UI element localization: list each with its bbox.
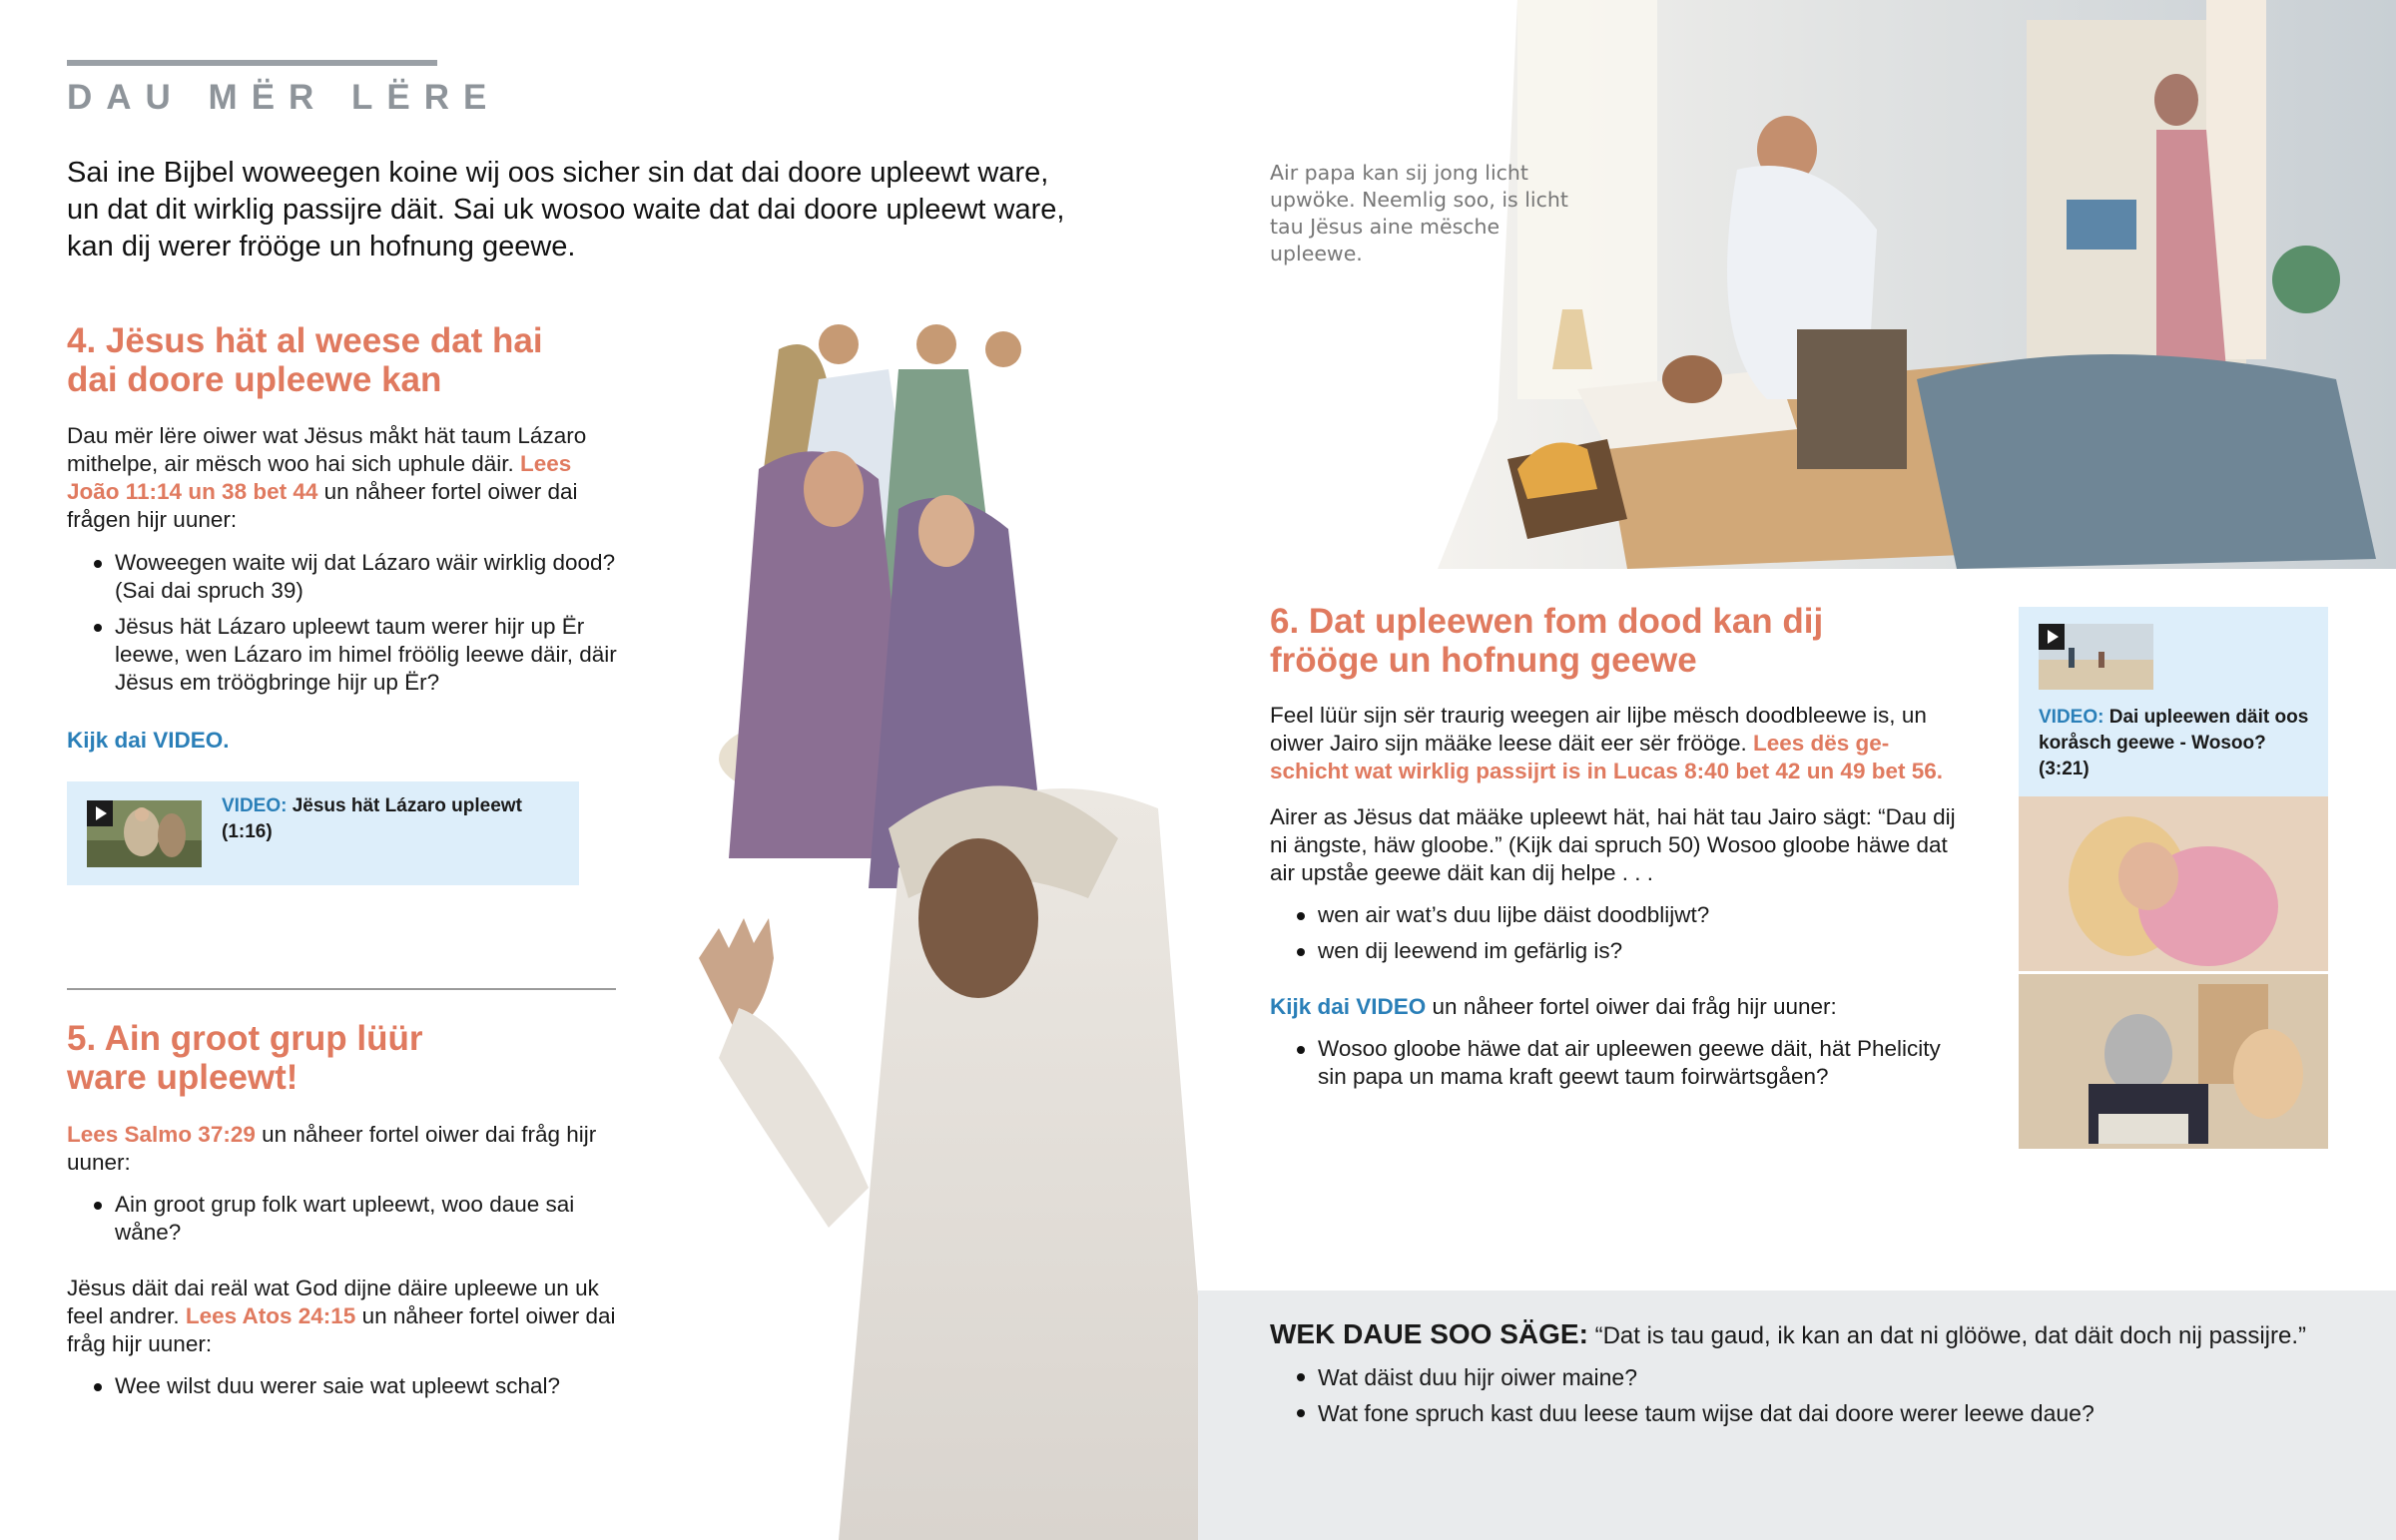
section-6-paragraph-3: Kijk dai VIDEO un nåheer fortel oiwer dai fråg hijr uuner: bbox=[1270, 994, 1837, 1019]
question-item: wen air wat’s duu lijbe däist doodblijwt? bbox=[1270, 901, 1969, 929]
scripture-link[interactable]: Lees dës ge- schicht wat wirklig passijrt is in Lucas 8:40 bet 42 un 49 bet 56. bbox=[1270, 731, 1943, 783]
section-divider bbox=[67, 988, 616, 990]
question-item: Wat fone spruch kast duu leese taum wijse dat dai doore werer leewe daue? bbox=[1270, 1398, 2368, 1428]
lazarus-illustration bbox=[679, 309, 1198, 1540]
scripture-link[interactable]: Lees Atos 24:15 bbox=[185, 1303, 356, 1328]
section-5-questions-2 bbox=[67, 1372, 646, 1408]
question-item: Wat däist duu hijr oiwer maine? bbox=[1270, 1362, 2368, 1392]
video-link[interactable]: Kijk dai VIDEO. bbox=[67, 728, 230, 753]
question-item: wen dij leewend im gefärlig is? bbox=[1270, 937, 1969, 965]
intro-paragraph: Sai ine Bijbel woweegen koine wij oos sicher sin dat dai doore upleewt ware, un dat dit wirklig passijre däit. Sai uk wosoo waite dat dai doore upleewt ware, kan dij werer frööge un hofnung geewe. bbox=[67, 157, 1065, 262]
section-4-questions bbox=[67, 549, 646, 705]
wek-daue-prompt: WEK DAUE SOO SÄGE: “Dat is tau gaud, ik kan an dat ni glööwe, dat däit doch nij passijre.” bbox=[1270, 1318, 2306, 1349]
wek-daue-heading: WEK DAUE SOO SÄGE: bbox=[1270, 1318, 1588, 1349]
section-6-paragraph-1: Feel lüür sijn sër traurig weegen air lijbe mësch doodbleewe is, un oiwer Jairo sijn määke leese däit eer sër frööge. Lees dës ge- schicht wat wirklig passijrt is in Lucas 8:40 bet 42 un 49 bet 56. bbox=[1270, 703, 1943, 783]
play-icon[interactable] bbox=[87, 800, 113, 826]
video-card-lazaro[interactable] bbox=[67, 781, 579, 885]
section-6-questions-1 bbox=[1270, 901, 1969, 973]
study-photo bbox=[2019, 974, 2328, 1149]
bedroom-illustration bbox=[1438, 0, 2396, 569]
section-6-questions-2 bbox=[1270, 1035, 1969, 1099]
scripture-link[interactable]: Lees João 11:14 un 38 bet 44 bbox=[67, 451, 572, 504]
photo-caption: Air papa kan sij jong licht upwöke. Neemlig soo, is licht tau Jësus aine mësche upleewe. bbox=[1270, 161, 1568, 265]
video-link[interactable]: Kijk dai VIDEO bbox=[1270, 994, 1427, 1019]
question-item: Wee wilst duu werer saie wat upleewt schal? bbox=[67, 1372, 646, 1400]
question-item: Woweegen waite wij dat Lázaro wäir wirklig dood? (Sai dai spruch 39) bbox=[67, 549, 646, 605]
section-6-title: 6. Dat upleewen fom dood kan dij frööge un hofnung geewe bbox=[1270, 602, 1824, 680]
video-thumbnail[interactable] bbox=[87, 800, 202, 867]
section-4-paragraph: Dau mër lëre oiwer wat Jësus måkt hät taum Lázaro mithelpe, air mësch woo hai sich uphule däir. Lees João 11:14 un 38 bet 44 un nåheer fortel oiwer dai frågen hijr uuner: bbox=[67, 423, 587, 532]
question-item: Jësus hät Lázaro upleewt taum werer hijr up Ër leewe, wen Lázaro im himel fröölig leewe däir, däir Jësus em tröögbringe hijr up Ër? bbox=[67, 613, 646, 697]
question-item: Wosoo gloobe häwe dat air upleewen geewe däit, hät Phelicity sin papa un mama kraft geewt taum foirwärtsgåen? bbox=[1270, 1035, 1969, 1091]
video-caption: VIDEO: Dai upleewen däit oos koråsch geewe - Wosoo? (3:21) bbox=[2039, 707, 2309, 779]
video-card-resurrection[interactable] bbox=[2019, 607, 2328, 796]
section-4-title: 4. Jësus hät al weese dat hai dai doore upleewe kan bbox=[67, 321, 543, 399]
header-rule bbox=[67, 60, 437, 66]
hug-photo bbox=[2019, 796, 2328, 971]
wek-daue-questions bbox=[1270, 1362, 2368, 1436]
section-label: DAU MËR LËRE bbox=[67, 78, 501, 117]
section-5-paragraph-2: Jësus däit dai reäl wat God dijne däire upleewe un uk feel andrer. Lees Atos 24:15 un nåheer fortel oiwer dai fråg hijr uuner: bbox=[67, 1276, 616, 1356]
video-caption: VIDEO: Jësus hät Lázaro upleewt (1:16) bbox=[222, 795, 522, 842]
play-icon[interactable] bbox=[2039, 624, 2065, 650]
section-5-questions-1 bbox=[67, 1191, 646, 1255]
section-5-title: 5. Ain groot grup lüür ware upleewt! bbox=[67, 1019, 423, 1097]
section-5-paragraph-1: Lees Salmo 37:29 un nåheer fortel oiwer dai fråg hijr uuner: bbox=[67, 1122, 597, 1175]
question-item: Ain groot grup folk wart upleewt, woo daue sai wåne? bbox=[67, 1191, 646, 1247]
video-thumbnail[interactable] bbox=[2039, 624, 2153, 690]
scripture-link[interactable]: Lees Salmo 37:29 bbox=[67, 1122, 256, 1147]
section-6-paragraph-2: Airer as Jësus dat määke upleewt hät, hai hät tau Jairo sägt: “Dau dij ni ängste, häw gloobe.” (Kijk dai spruch 50) Wosoo gloobe häwe dat air upståe geewe däit kan dij helpe . . . bbox=[1270, 804, 1956, 885]
